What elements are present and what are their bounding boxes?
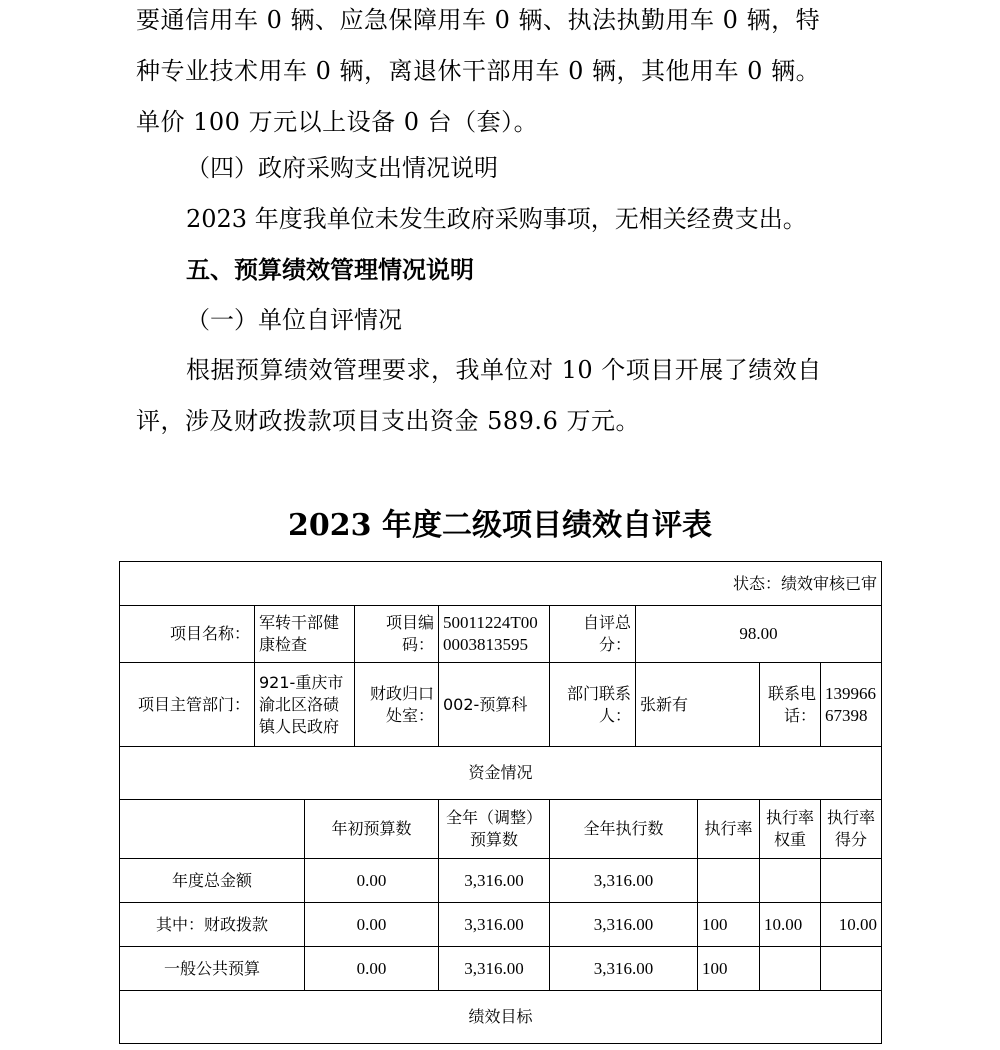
header-executed: 全年执行数 bbox=[550, 800, 698, 859]
header-empty bbox=[120, 800, 305, 859]
status-row bbox=[120, 562, 882, 606]
rate-score-cell bbox=[821, 859, 882, 903]
contact-value: 张新有 bbox=[636, 663, 760, 747]
department-value: 921-重庆市渝北区洛碛镇人民政府 bbox=[255, 663, 355, 747]
row-label: 年度总金额 bbox=[120, 859, 305, 903]
initial-budget-cell: 0.00 bbox=[305, 947, 439, 991]
execution-rate-cell bbox=[698, 859, 760, 903]
finance-office-label: 财政归口处室： bbox=[355, 663, 439, 747]
adjusted-budget-cell: 3,316.00 bbox=[439, 903, 550, 947]
goals-section-row bbox=[120, 991, 882, 1044]
contact-label: 部门联系人： bbox=[550, 663, 636, 747]
header-rate-score: 执行率得分 bbox=[821, 800, 882, 859]
rate-weight-cell: 10.00 bbox=[760, 903, 821, 947]
funds-section-title: 资金情况 bbox=[120, 747, 882, 800]
project-code-label: 项目编码： bbox=[355, 606, 439, 663]
phone-label: 联系电话： bbox=[760, 663, 821, 747]
rate-score-cell bbox=[821, 947, 882, 991]
text-line: 单价 100 万元以上设备 0 台（套）。 bbox=[136, 108, 539, 136]
project-code-value: 50011224T000003813595 bbox=[439, 606, 550, 663]
project-info-row bbox=[120, 606, 882, 663]
heading-performance-management: 五、预算绩效管理情况说明 bbox=[186, 255, 474, 284]
executed-cell: 3,316.00 bbox=[550, 859, 698, 903]
text-line: 根据预算绩效管理要求，我单位对 10 个项目开展了绩效自 bbox=[186, 356, 822, 384]
initial-budget-cell: 0.00 bbox=[305, 903, 439, 947]
self-score-value: 98.00 bbox=[636, 606, 882, 663]
project-name-label: 项目名称： bbox=[120, 606, 255, 663]
paragraph-self-evaluation bbox=[136, 345, 876, 447]
header-execution-rate: 执行率 bbox=[698, 800, 760, 859]
phone-value: 13996667398 bbox=[821, 663, 882, 747]
self-evaluation-table bbox=[119, 561, 882, 1044]
paragraph-vehicles bbox=[136, 0, 876, 148]
text-line: 要通信用车 0 辆、应急保障用车 0 辆、执法执勤用车 0 辆，特 bbox=[136, 6, 821, 34]
row-label: 一般公共预算 bbox=[120, 947, 305, 991]
execution-rate-cell: 100 bbox=[698, 903, 760, 947]
rate-weight-cell bbox=[760, 947, 821, 991]
funds-section-row bbox=[120, 747, 882, 800]
project-name-value: 军转干部健康检查 bbox=[255, 606, 355, 663]
adjusted-budget-cell: 3,316.00 bbox=[439, 947, 550, 991]
header-initial-budget: 年初预算数 bbox=[305, 800, 439, 859]
header-adjusted-budget: 全年（调整）预算数 bbox=[439, 800, 550, 859]
rate-score-cell: 10.00 bbox=[821, 903, 882, 947]
paragraph-procurement: 2023 年度我单位未发生政府采购事项，无相关经费支出。 bbox=[186, 205, 807, 233]
table-row bbox=[120, 947, 882, 991]
execution-rate-cell: 100 bbox=[698, 947, 760, 991]
table-title: 2023 年度二级项目绩效自评表 bbox=[288, 508, 712, 543]
heading-self-evaluation: （一）单位自评情况 bbox=[186, 306, 402, 334]
rate-weight-cell bbox=[760, 859, 821, 903]
initial-budget-cell: 0.00 bbox=[305, 859, 439, 903]
department-row bbox=[120, 663, 882, 747]
heading-procurement: （四）政府采购支出情况说明 bbox=[186, 154, 498, 182]
finance-office-value: 002-预算科 bbox=[439, 663, 550, 747]
header-rate-weight: 执行率权重 bbox=[760, 800, 821, 859]
executed-cell: 3,316.00 bbox=[550, 947, 698, 991]
table-row bbox=[120, 859, 882, 903]
goals-section-title: 绩效目标 bbox=[120, 991, 882, 1044]
self-score-label: 自评总分： bbox=[550, 606, 636, 663]
text-line: 种专业技术用车 0 辆，离退休干部用车 0 辆，其他用车 0 辆。 bbox=[136, 57, 821, 85]
funds-header-row bbox=[120, 800, 882, 859]
department-label: 项目主管部门： bbox=[120, 663, 255, 747]
adjusted-budget-cell: 3,316.00 bbox=[439, 859, 550, 903]
text-line: 评，涉及财政拨款项目支出资金 589.6 万元。 bbox=[136, 407, 640, 435]
row-label: 其中：财政拨款 bbox=[120, 903, 305, 947]
executed-cell: 3,316.00 bbox=[550, 903, 698, 947]
status-cell: 状态：绩效审核已审 bbox=[120, 562, 882, 606]
table-row bbox=[120, 903, 882, 947]
